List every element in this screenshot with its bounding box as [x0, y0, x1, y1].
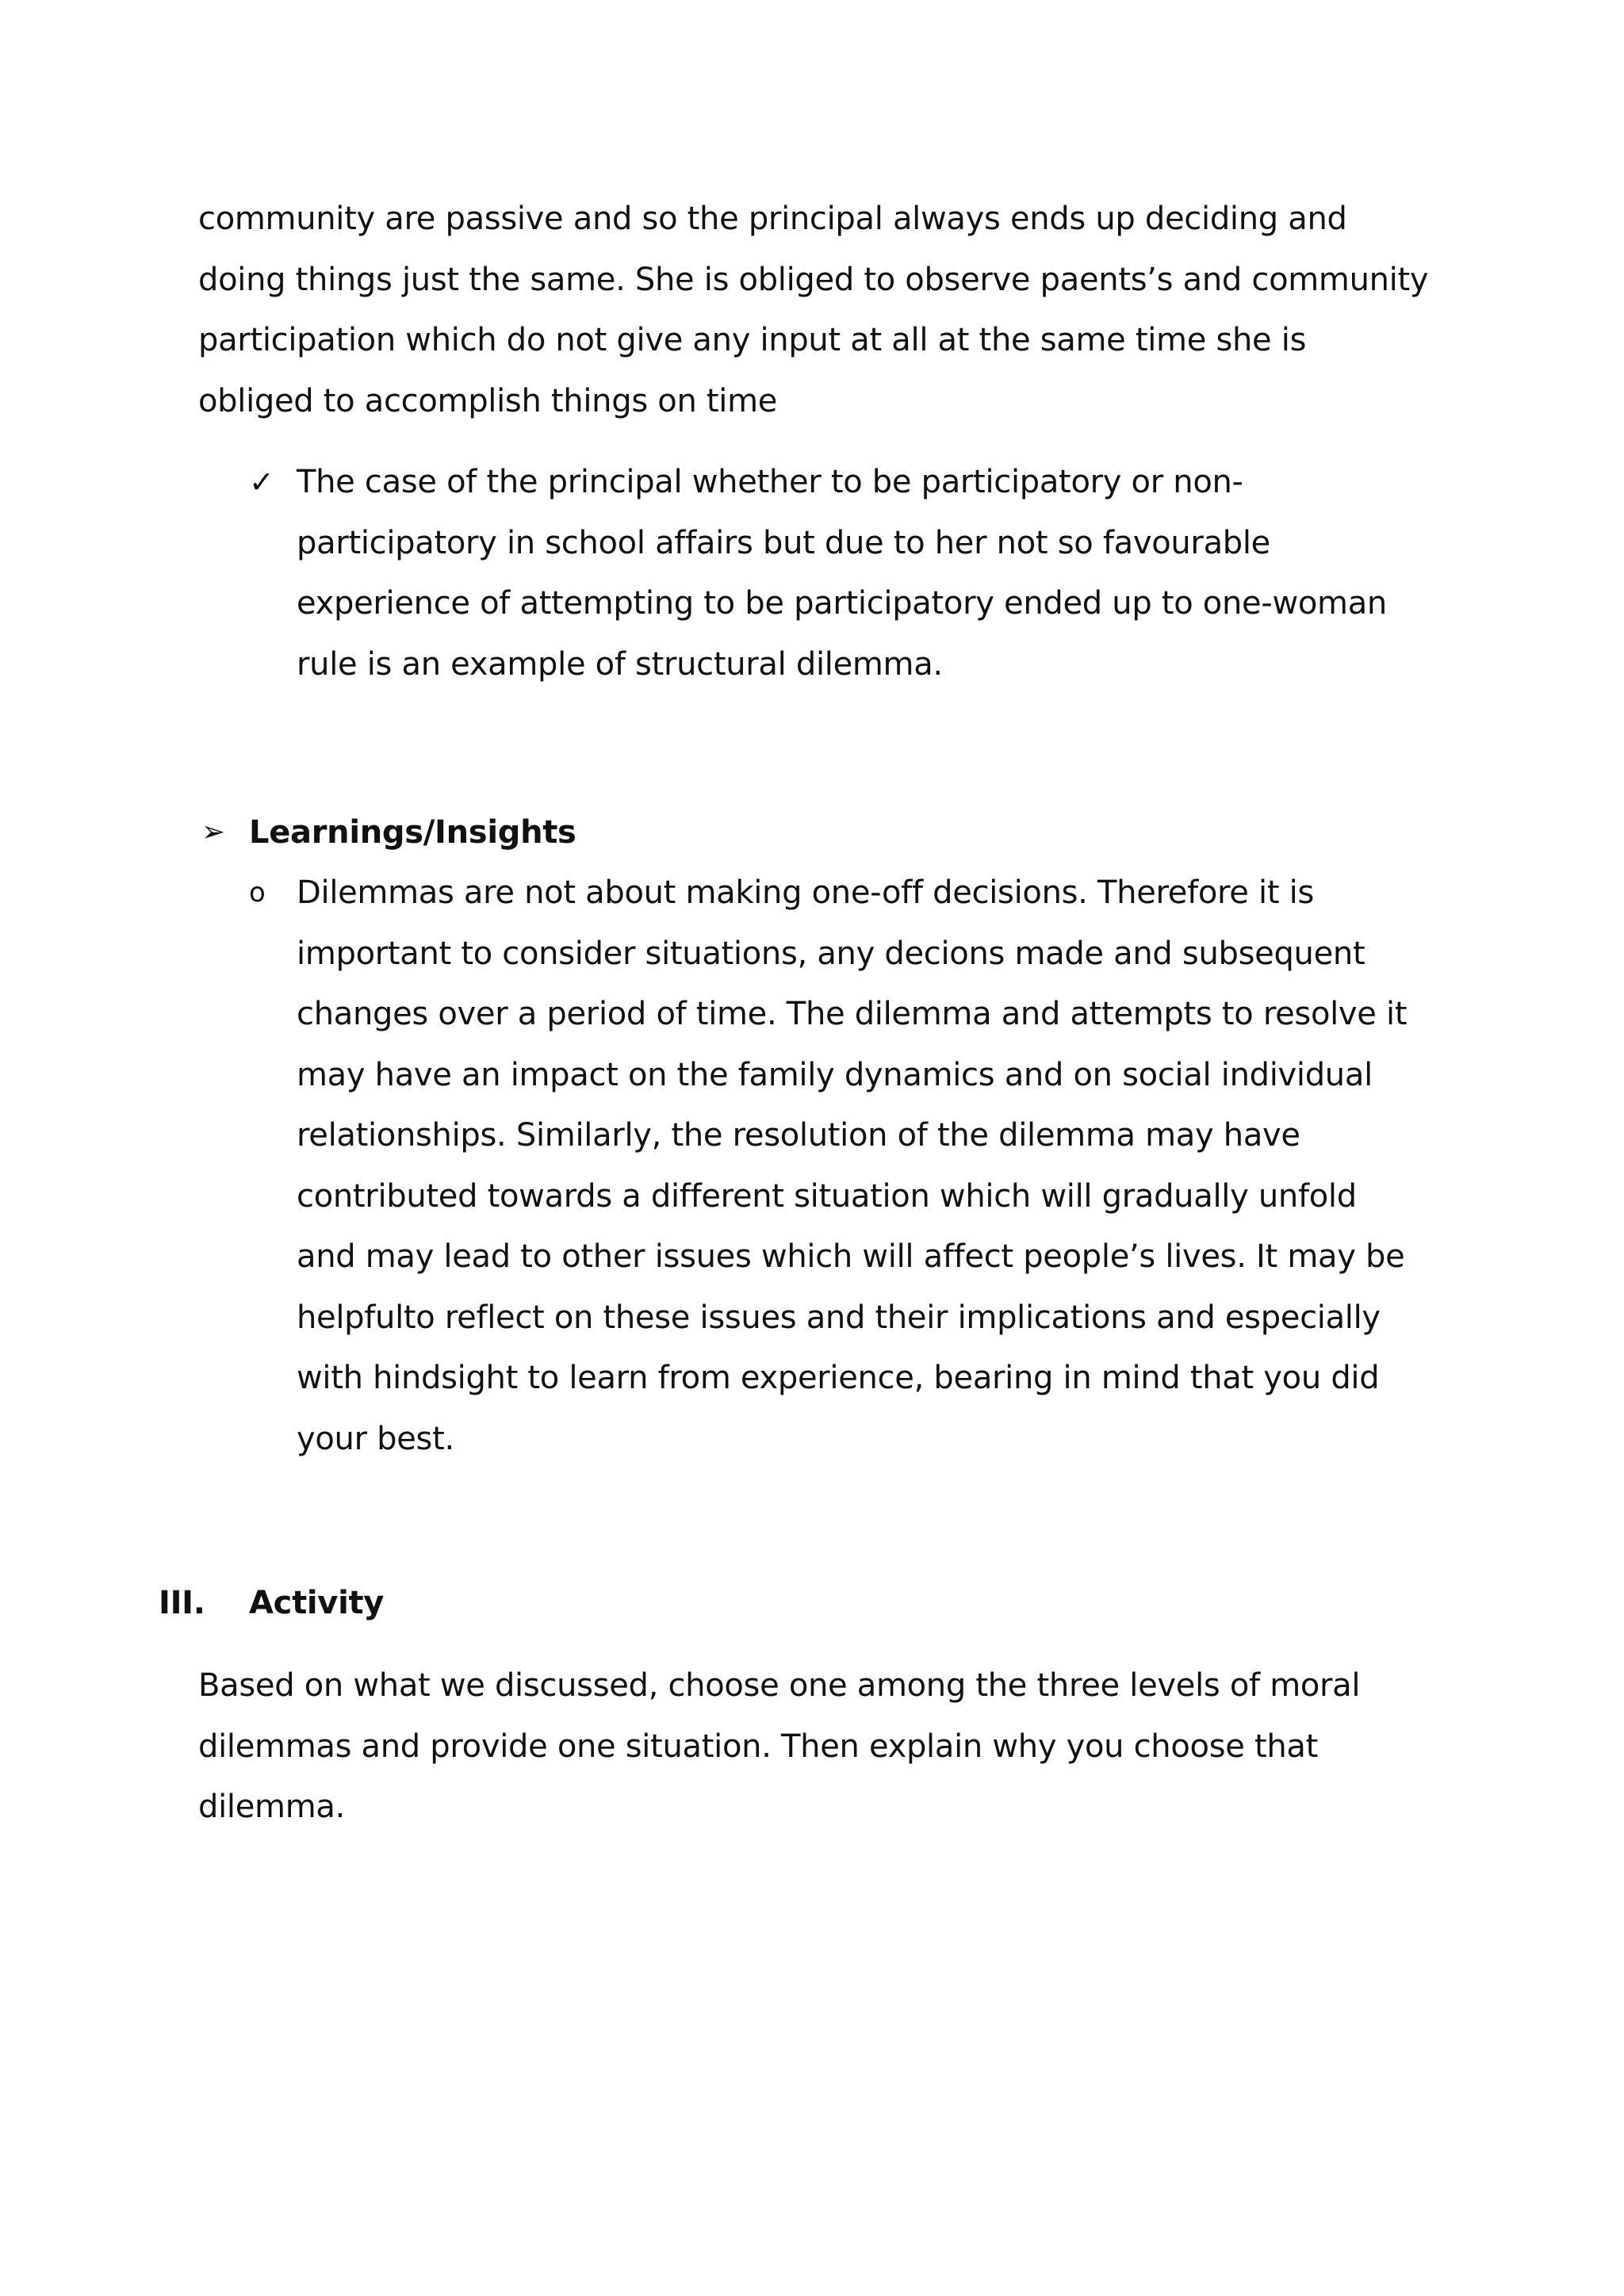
- bullet-line: Dilemmas are not about making one-off decisions. Therefore it is: [297, 874, 1314, 911]
- checkmark-icon: ✓: [249, 465, 274, 499]
- bullet-line: your best.: [297, 1420, 454, 1457]
- paragraph-line: dilemmas and provide one situation. Then explain why you choose that: [198, 1728, 1319, 1765]
- bullet-line: with hindsight to learn from experience, bearing in mind that you did: [297, 1360, 1380, 1396]
- bullet-line: helpfulto reflect on these issues and their implications and especially: [297, 1299, 1381, 1336]
- paragraph-line: dilemma.: [198, 1789, 345, 1825]
- bullet-line: participatory in school affairs but due to her not so favourable: [297, 524, 1270, 561]
- bullet-line: experience of attempting to be participatory ended up to one-woman: [297, 585, 1387, 622]
- activity-paragraph: [198, 1655, 1360, 1838]
- bullet-line: and may lead to other issues which will affect people’s lives. It may be: [297, 1238, 1405, 1275]
- bullet-line: relationships. Similarly, the resolution of the dilemma may have: [297, 1117, 1300, 1154]
- check-bullet-item: [297, 452, 1387, 695]
- intro-paragraph: [198, 189, 1428, 431]
- paragraph-line: doing things just the same. She is obliged to observe paents’s and community: [198, 261, 1429, 298]
- paragraph-line: Based on what we discussed, choose one among the three levels of moral: [198, 1667, 1361, 1704]
- bullet-line: changes over a period of time. The dilemma and attempts to resolve it: [297, 996, 1408, 1032]
- circle-bullet-icon: o: [249, 877, 266, 909]
- bullet-line: contributed towards a different situation which will gradually unfold: [297, 1177, 1357, 1215]
- learnings-heading: [249, 802, 576, 863]
- learnings-item: [297, 863, 1407, 1469]
- section-number: [159, 1573, 205, 1634]
- bullet-line: important to consider situations, any decions made and subsequent: [297, 935, 1365, 972]
- paragraph-line: obliged to accomplish things on time: [198, 382, 778, 419]
- section-title: [249, 1573, 384, 1634]
- bullet-line: rule is an example of structural dilemma.: [297, 645, 943, 683]
- arrow-bullet-icon: ➢: [201, 816, 226, 848]
- bullet-line: The case of the principal whether to be participatory or non-: [297, 464, 1243, 500]
- section-title-text: Activity: [249, 1585, 385, 1621]
- heading-text: Learnings/Insights: [249, 814, 576, 851]
- bullet-line: may have an impact on the family dynamics and on social individual: [297, 1056, 1373, 1093]
- section-number-text: III.: [159, 1585, 205, 1621]
- paragraph-line: community are passive and so the principal always ends up deciding and: [198, 201, 1347, 237]
- paragraph-line: participation which do not give any input at all at the same time she is: [198, 322, 1307, 358]
